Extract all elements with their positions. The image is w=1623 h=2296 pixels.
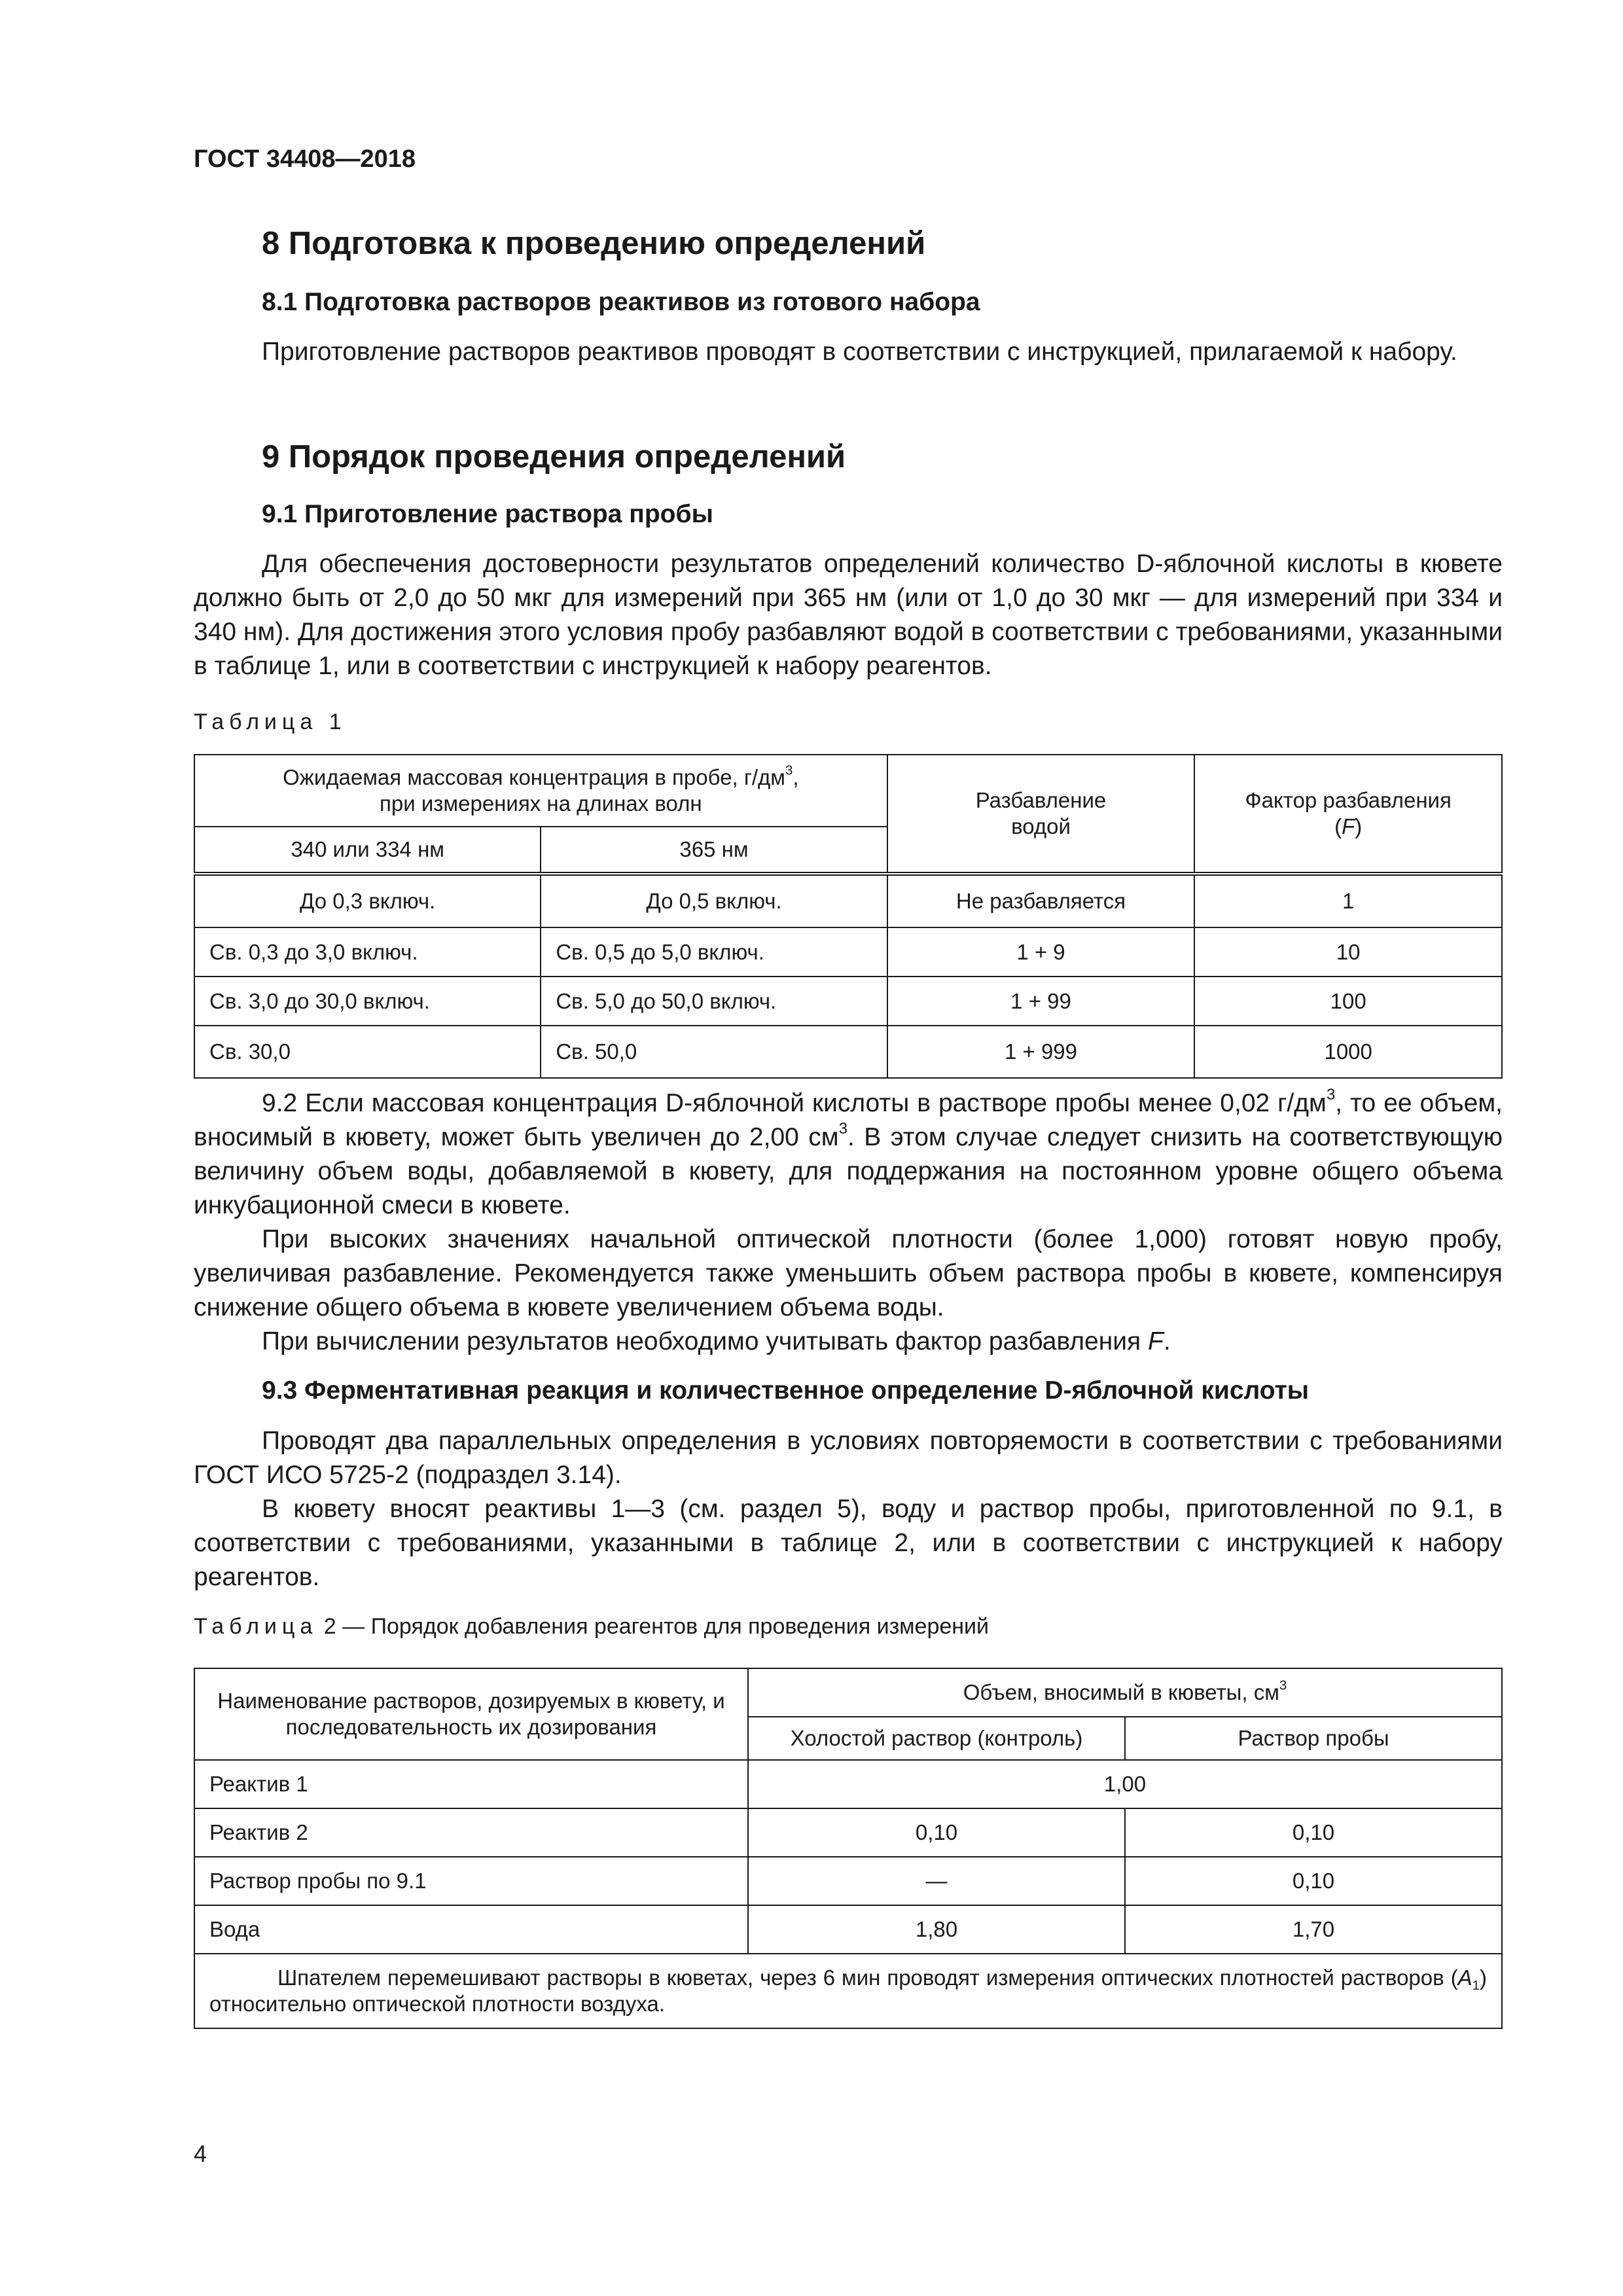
section-8-title: 8 Подготовка к проведению определений (262, 226, 926, 261)
section-9-2-p2: При высоких значениях начальной оптической плотности (более 1,000) готовят новую пробу, увеличивая разбавление. Рекомендуется также уменьшить объем раствора пробы в кювете, компенсируя снижение общего объема в кювете увеличением объема воды. (194, 1225, 1503, 1321)
table-1-col-factor: Фактор разбавления (F) (1194, 755, 1502, 874)
section-9-3-title: 9.3 Ферментативная реакция и количественное определение D-яблочной кислоты (262, 1376, 1310, 1405)
table-row: Св. 3,0 до 30,0 включ. Св. 5,0 до 50,0 включ. 1 + 99 100 (194, 977, 1502, 1026)
table-1 (194, 754, 1503, 1079)
section-9-1-title: 9.1 Приготовление раствора пробы (262, 500, 713, 528)
section-9-3-p2: В кювету вносят реактивы 1—3 (см. раздел 5), воду и раствор пробы, приготовленной по 9.1, в соответствии с требованиями, указанными в таблице 2, или в соответствии с инструкцией к набору реагентов. (194, 1495, 1503, 1591)
table-2 (194, 1668, 1503, 2029)
table-2-col-sample: Раствор пробы (1125, 1717, 1502, 1760)
table-2-caption: Таблица 2 — Порядок добавления реагентов для проведения измерений (194, 1614, 990, 1639)
section-9-3-p1: Проводят два параллельных определения в условиях повторяемости в соответствии с требованиями ГОСТ ИСО 5725-2 (подраздел 3.14). (194, 1427, 1503, 1489)
section-9-1-text: Для обеспечения достоверности результатов определений количество D-яблочной кислоты в кювете должно быть от 2,0 до 50 мкг для измерений при 365 нм (или от 1,0 до 30 мкг — для измерений при 334 и 340 нм). Для достижения этого условия пробу разбавляют водой в соответствии с требованиями, указанными в таблице 1, или в соответствии с инструкцией к набору реагентов. (194, 550, 1503, 680)
table-2-note: Шпателем перемешивают растворы в кюветах, через 6 мин проводят измерения оптических плотностей растворов $(A_1)$ относительно оптической плотности воздуха. (194, 1954, 1502, 2028)
table-row: Вода 1,80 1,70 (194, 1905, 1502, 1954)
table-1-col-dilution: Разбавление водой (887, 755, 1195, 874)
table-2-col-name: Наименование растворов, дозируемых в кювету, и последовательность их дозирования (194, 1668, 748, 1760)
table-2-note-row (194, 1954, 1502, 2028)
table-row: Реактив 2 0,10 0,10 (194, 1808, 1502, 1857)
page-number: 4 (194, 2140, 207, 2167)
table-row: До 0,3 включ. До 0,5 включ. Не разбавляется 1 (194, 874, 1502, 927)
table-1-col-340: 340 или 334 нм (194, 827, 541, 874)
table-row: Реактив 1 1,00 (194, 1760, 1502, 1808)
table-2-col-blank: Холостой раствор (контроль) (748, 1717, 1125, 1760)
table-2-col-volume: Объем, вносимый в кюветы, $см^3$ (748, 1668, 1502, 1717)
standard-id: ГОСТ 34408—2018 (194, 145, 416, 173)
table-1-caption: Таблица 1 (194, 709, 347, 734)
section-9-title: 9 Порядок проведения определений (262, 439, 846, 475)
table-1-col-365: 365 нм (541, 827, 887, 874)
table-1-group-header: Ожидаемая массовая концентрация в пробе, $г/дм^3$, при измерениях на длинах волн (194, 755, 887, 827)
section-9-2-p1: 9.2 Если массовая концентрация D-яблочной кислоты в растворе пробы менее 0,02 $г/дм^3$, то ее объем, вносимый в кювету, может быть увеличен до 2,00 $см^3$. В этом случае следует снизить на соответствующую величину объем воды, добавляемой в кювету, для поддержания на постоянном уровне общего объема инкубационной смеси в кювете. (194, 1085, 1503, 1219)
table-row: Св. 30,0 Св. 50,0 1 + 999 1000 (194, 1026, 1502, 1078)
section-8-1-text: Приготовление растворов реактивов проводят в соответствии с инструкцией, прилагаемой к набору. (262, 338, 1457, 366)
section-8-1-title: 8.1 Подготовка растворов реактивов из готового набора (262, 288, 980, 316)
table-row: Св. 0,3 до 3,0 включ. Св. 0,5 до 5,0 включ. 1 + 9 10 (194, 927, 1502, 977)
table-row: Раствор пробы по 9.1 — 0,10 (194, 1857, 1502, 1905)
section-9-2-p3: При вычислении результатов необходимо учитывать фактор разбавления F. (262, 1327, 1171, 1355)
